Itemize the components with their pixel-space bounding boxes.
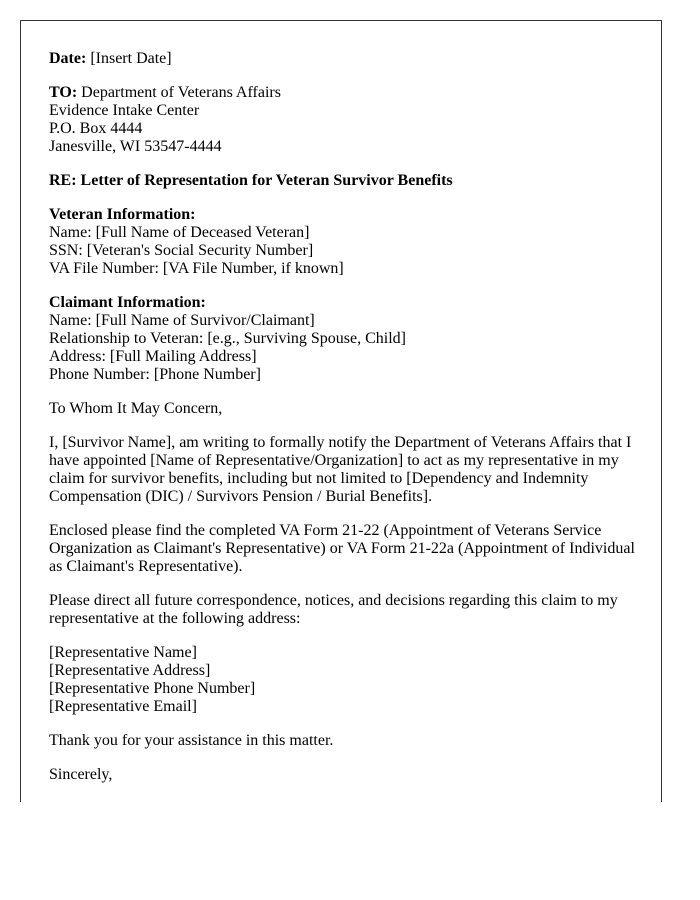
- claimant-information: [49, 294, 639, 384]
- thanks-line: Thank you for your assistance in this matter.: [49, 732, 334, 749]
- recipient-line: P.O. Box 4444: [49, 120, 143, 137]
- body-paragraph: I, [Survivor Name], am writing to formally notify the Department of Veterans Affairs that I have appointed [Name of Representative/Organization] to act as my representative in my claim for survivor benefits, including but not limited to [Dependency and Indemnity Compensation (DIC) / Survivors Pension / Burial Benefits].: [49, 434, 632, 505]
- body-paragraph: Enclosed please find the completed VA Form 21-22 (Appointment of Veterans Service Organization as Claimant's Representative) or VA Form 21-22a (Appointment of Individual as Claimant's Representative).: [49, 522, 635, 575]
- claimant-info-line: Phone Number: [Phone Number]: [49, 366, 261, 383]
- closing: Sincerely,: [49, 766, 113, 783]
- date-label: Date:: [49, 50, 87, 67]
- representative-line: [Representative Name]: [49, 644, 197, 661]
- veteran-info-heading: Veteran Information:: [49, 206, 196, 223]
- recipient-address: [49, 84, 639, 156]
- claimant-info-line: Address: [Full Mailing Address]: [49, 348, 257, 365]
- letter-page: [20, 20, 662, 802]
- subject-line: RE: Letter of Representation for Veteran Survivor Benefits: [49, 172, 453, 189]
- claimant-info-line: Name: [Full Name of Survivor/Claimant]: [49, 312, 315, 329]
- representative-address: [49, 644, 639, 716]
- veteran-info-line: VA File Number: [VA File Number, if known]: [49, 260, 344, 277]
- recipient-line: Evidence Intake Center: [49, 102, 200, 119]
- claimant-info-line: Relationship to Veteran: [e.g., Surviving Spouse, Child]: [49, 330, 407, 347]
- claimant-info-heading: Claimant Information:: [49, 294, 206, 311]
- recipient-line: Janesville, WI 53547-4444: [49, 138, 222, 155]
- date-value: [Insert Date]: [90, 50, 172, 67]
- recipient-name: Department of Veterans Affairs: [81, 84, 281, 101]
- representative-line: [Representative Address]: [49, 662, 211, 679]
- body-paragraph: Please direct all future correspondence, notices, and decisions regarding this claim to my representative at the following address:: [49, 592, 618, 627]
- veteran-info-line: Name: [Full Name of Deceased Veteran]: [49, 224, 310, 241]
- veteran-info-line: SSN: [Veteran's Social Security Number]: [49, 242, 314, 259]
- date-section: [49, 50, 639, 68]
- recipient-label: TO:: [49, 84, 78, 101]
- representative-line: [Representative Email]: [49, 698, 197, 715]
- recipient-line: [49, 84, 639, 102]
- salutation: To Whom It May Concern,: [49, 400, 223, 417]
- veteran-information: [49, 206, 639, 278]
- representative-line: [Representative Phone Number]: [49, 680, 256, 697]
